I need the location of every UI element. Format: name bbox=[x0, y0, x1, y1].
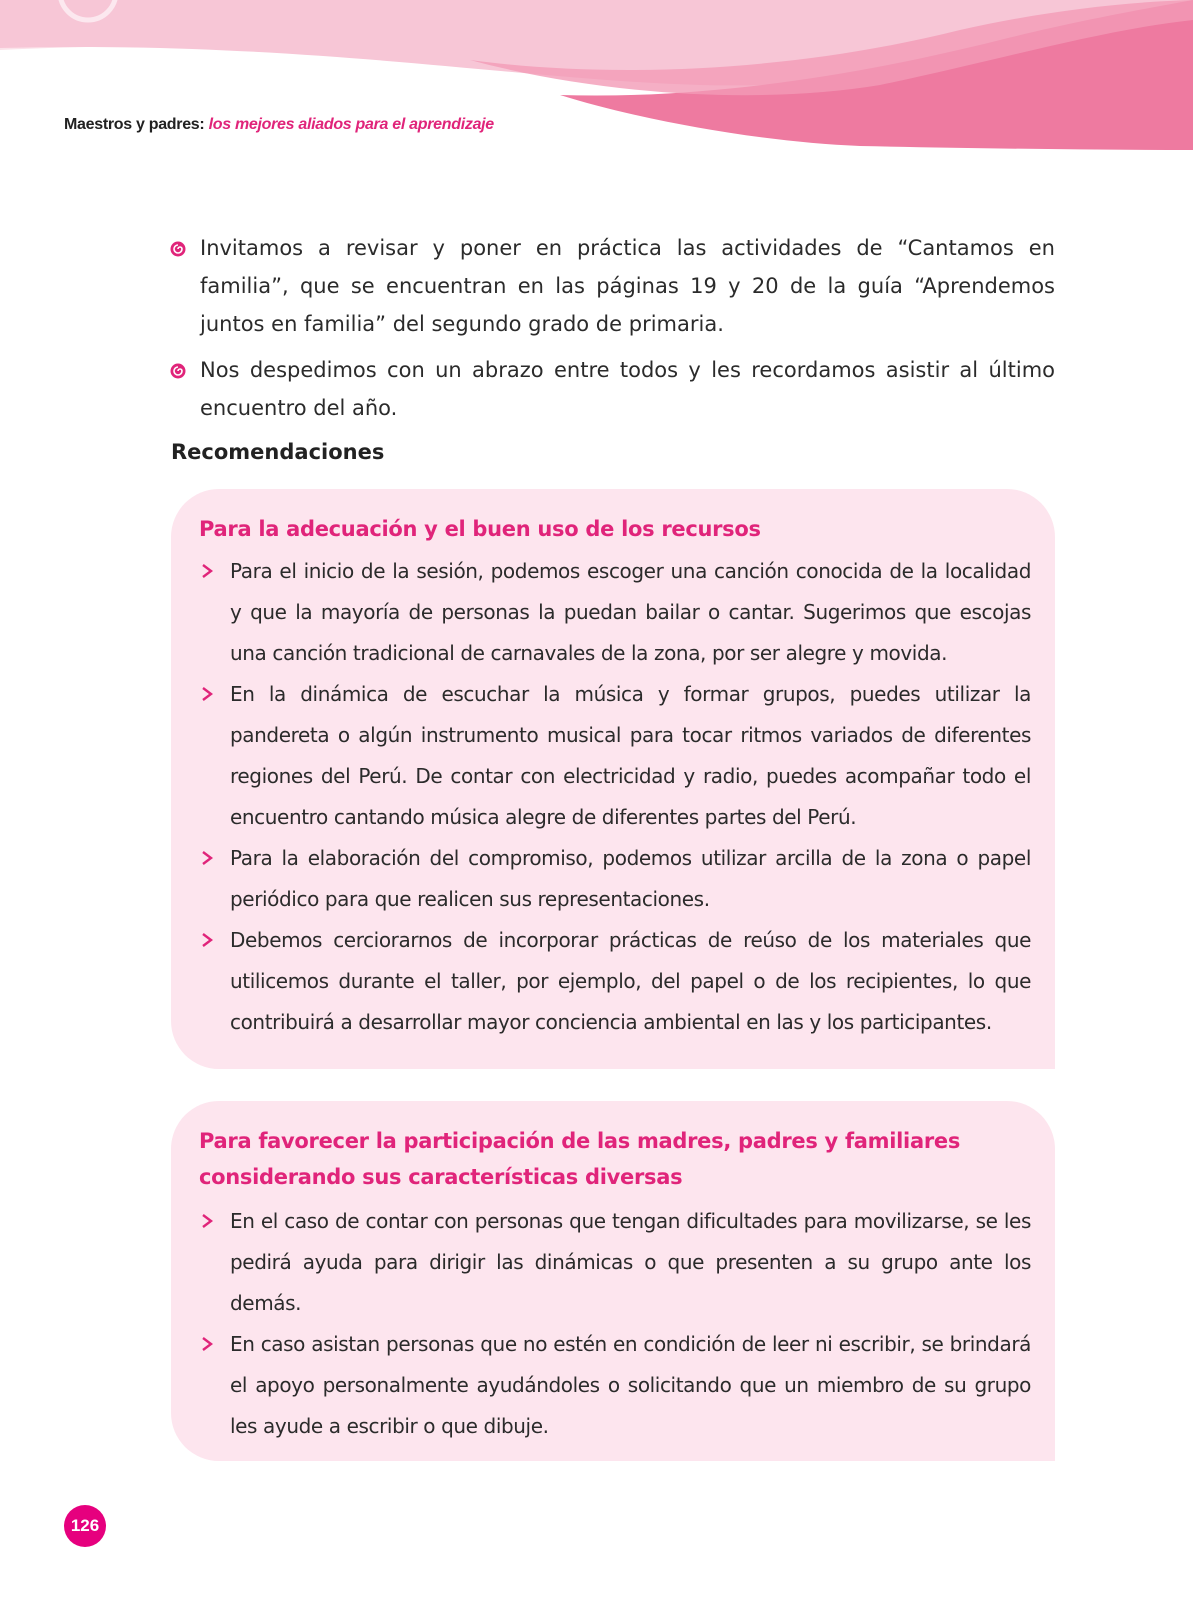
list-item bbox=[170, 229, 1055, 343]
chevron-right-icon bbox=[201, 1336, 213, 1352]
list-item bbox=[199, 920, 1031, 1043]
header-wave-decoration bbox=[0, 0, 1193, 160]
running-head bbox=[64, 116, 494, 134]
list-item bbox=[199, 1324, 1031, 1447]
swirl-bullet-icon bbox=[170, 363, 186, 379]
list-item bbox=[199, 551, 1031, 674]
chevron-right-icon bbox=[201, 563, 213, 579]
running-head-italic: los mejores aliados para el aprendizaje bbox=[208, 116, 494, 133]
list-item bbox=[170, 351, 1055, 427]
recommendation-text: Debemos cerciorarnos de incorporar prácticas de reúso de los materiales que utilicemos durante el taller, por ejemplo, del papel o de los recipientes, lo que contribuirá a desarrollar mayor conciencia ambiental en las y los participantes. bbox=[230, 928, 1031, 1034]
chevron-right-icon bbox=[201, 686, 213, 702]
bullet-text: Invitamos a revisar y poner en práctica las actividades de “Cantamos en familia”, que se encuentran en las páginas 19 y 20 de la guía “Aprendemos juntos en familia” del segundo grado de primaria. bbox=[200, 236, 1055, 336]
list-item bbox=[199, 838, 1031, 920]
chevron-right-icon bbox=[201, 932, 213, 948]
list-item bbox=[199, 1201, 1031, 1324]
recommendation-text: En caso asistan personas que no estén en condición de leer ni escribir, se brindará el apoyo personalmente ayudándoles o solicitando que un miembro de su grupo les ayude a escribir o que dibuje. bbox=[230, 1332, 1031, 1438]
bullet-text: Nos despedimos con un abrazo entre todos y les recordamos asistir al último encuentro del año. bbox=[200, 358, 1055, 420]
recommendation-text: Para la elaboración del compromiso, podemos utilizar arcilla de la zona o papel periódico para que realicen sus representaciones. bbox=[230, 846, 1031, 911]
resources-recommendation-box bbox=[171, 489, 1055, 1069]
activity-bullet-list bbox=[170, 229, 1055, 435]
recommendation-text: Para el inicio de la sesión, podemos escoger una canción conocida de la localidad y que la mayoría de personas la puedan bailar o cantar. Sugerimos que escojas una canción tradicional de carnavales de la zona, por ser alegre y movida. bbox=[230, 559, 1031, 665]
chevron-right-icon bbox=[201, 850, 213, 866]
recommendation-text: En el caso de contar con personas que tengan dificultades para movilizarse, se les pedirá ayuda para dirigir las dinámicas o que presenten a su grupo ante los demás. bbox=[230, 1209, 1031, 1315]
running-head-bold: Maestros y padres: bbox=[64, 116, 205, 133]
participation-recommendation-box bbox=[171, 1101, 1055, 1461]
swirl-bullet-icon bbox=[170, 241, 186, 257]
recommendation-text: En la dinámica de escuchar la música y formar grupos, puedes utilizar la pandereta o algún instrumento musical para tocar ritmos variados de diferentes regiones del Perú. De contar con electricidad y radio, puedes acompañar todo el encuentro cantando música alegre de diferentes partes del Perú. bbox=[230, 682, 1031, 829]
page-number: 126 bbox=[64, 1505, 106, 1547]
box-title: Para favorecer la participación de las madres, padres y familiares considerando sus características diversas bbox=[199, 1129, 961, 1189]
recommendations-heading: Recomendaciones bbox=[171, 440, 385, 464]
chevron-right-icon bbox=[201, 1213, 213, 1229]
list-item bbox=[199, 674, 1031, 838]
box-title: Para la adecuación y el buen uso de los recursos bbox=[199, 517, 761, 541]
